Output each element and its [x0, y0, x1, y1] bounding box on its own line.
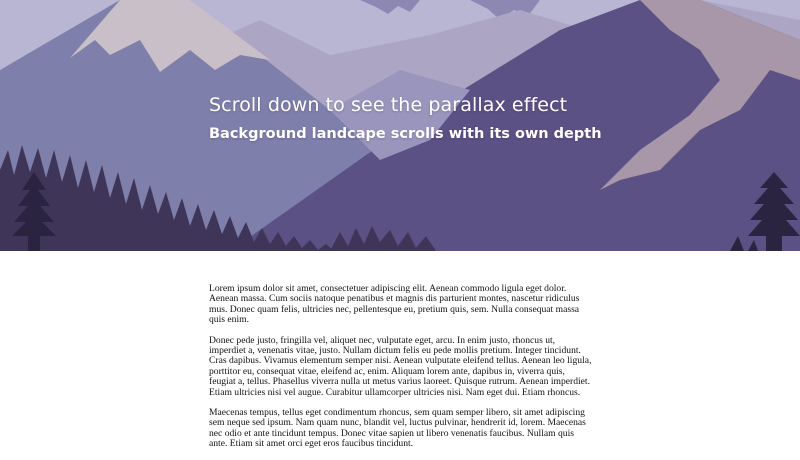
paragraph: Maecenas tempus, tellus eget condimentum rhoncus, sem quam semper libero, sit amet adipiscing sem neque sed ipsum. Nam quam nunc, blandit vel, luctus pulvinar, hendrerit id, lorem. Maecenas nec odio et ante tincidunt tempus. Donec vitae sapien ut libero venenatis faucibus. Nullam quis ante. Etiam sit amet orci eget eros faucibus tincidunt.: [209, 407, 586, 450]
paragraph: Donec pede justo, fringilla vel, aliquet nec, vulputate eget, arcu. In enim justo, rhoncus ut, imperdiet a, venenatis vitae, justo. Nullam dictum felis eu pede mollis pretium. Integer tincidunt. Cras dapibus. Vivamus elementum semper nisi. Aenean vulputate eleifend tellus. Aenean leo ligula, porttitor eu, consequat vitae, eleifend ac, enim. Aliquam lorem ante, dapibus in, viverra quis, feugiat a, tellus. Phasellus viverra nulla ut metus varius laoreet. Quisque rutrum. Aenean imperdiet. Etiam ultricies nisi vel augue. Curabitur ullamcorper ultricies nisi. Nam eget dui. Etiam rhoncus.: [209, 334, 592, 398]
paragraph: Lorem ipsum dolor sit amet, consectetuer adipiscing elit. Aenean commodo ligula eget dolor. Aenean massa. Cum sociis natoque penatibus et magnis dis parturient montes, nascetur ridiculus mus. Donec quam felis, ultricies nec, pellentesque eu, pretium quis, sem. Nulla consequat massa quis enim.: [209, 283, 580, 326]
hero-text: [209, 94, 769, 142]
hero-title: Scroll down to see the parallax effect: [209, 94, 568, 116]
hero-subtitle: Background landcape scrolls with its own depth: [209, 126, 602, 142]
article-content: [209, 284, 593, 460]
